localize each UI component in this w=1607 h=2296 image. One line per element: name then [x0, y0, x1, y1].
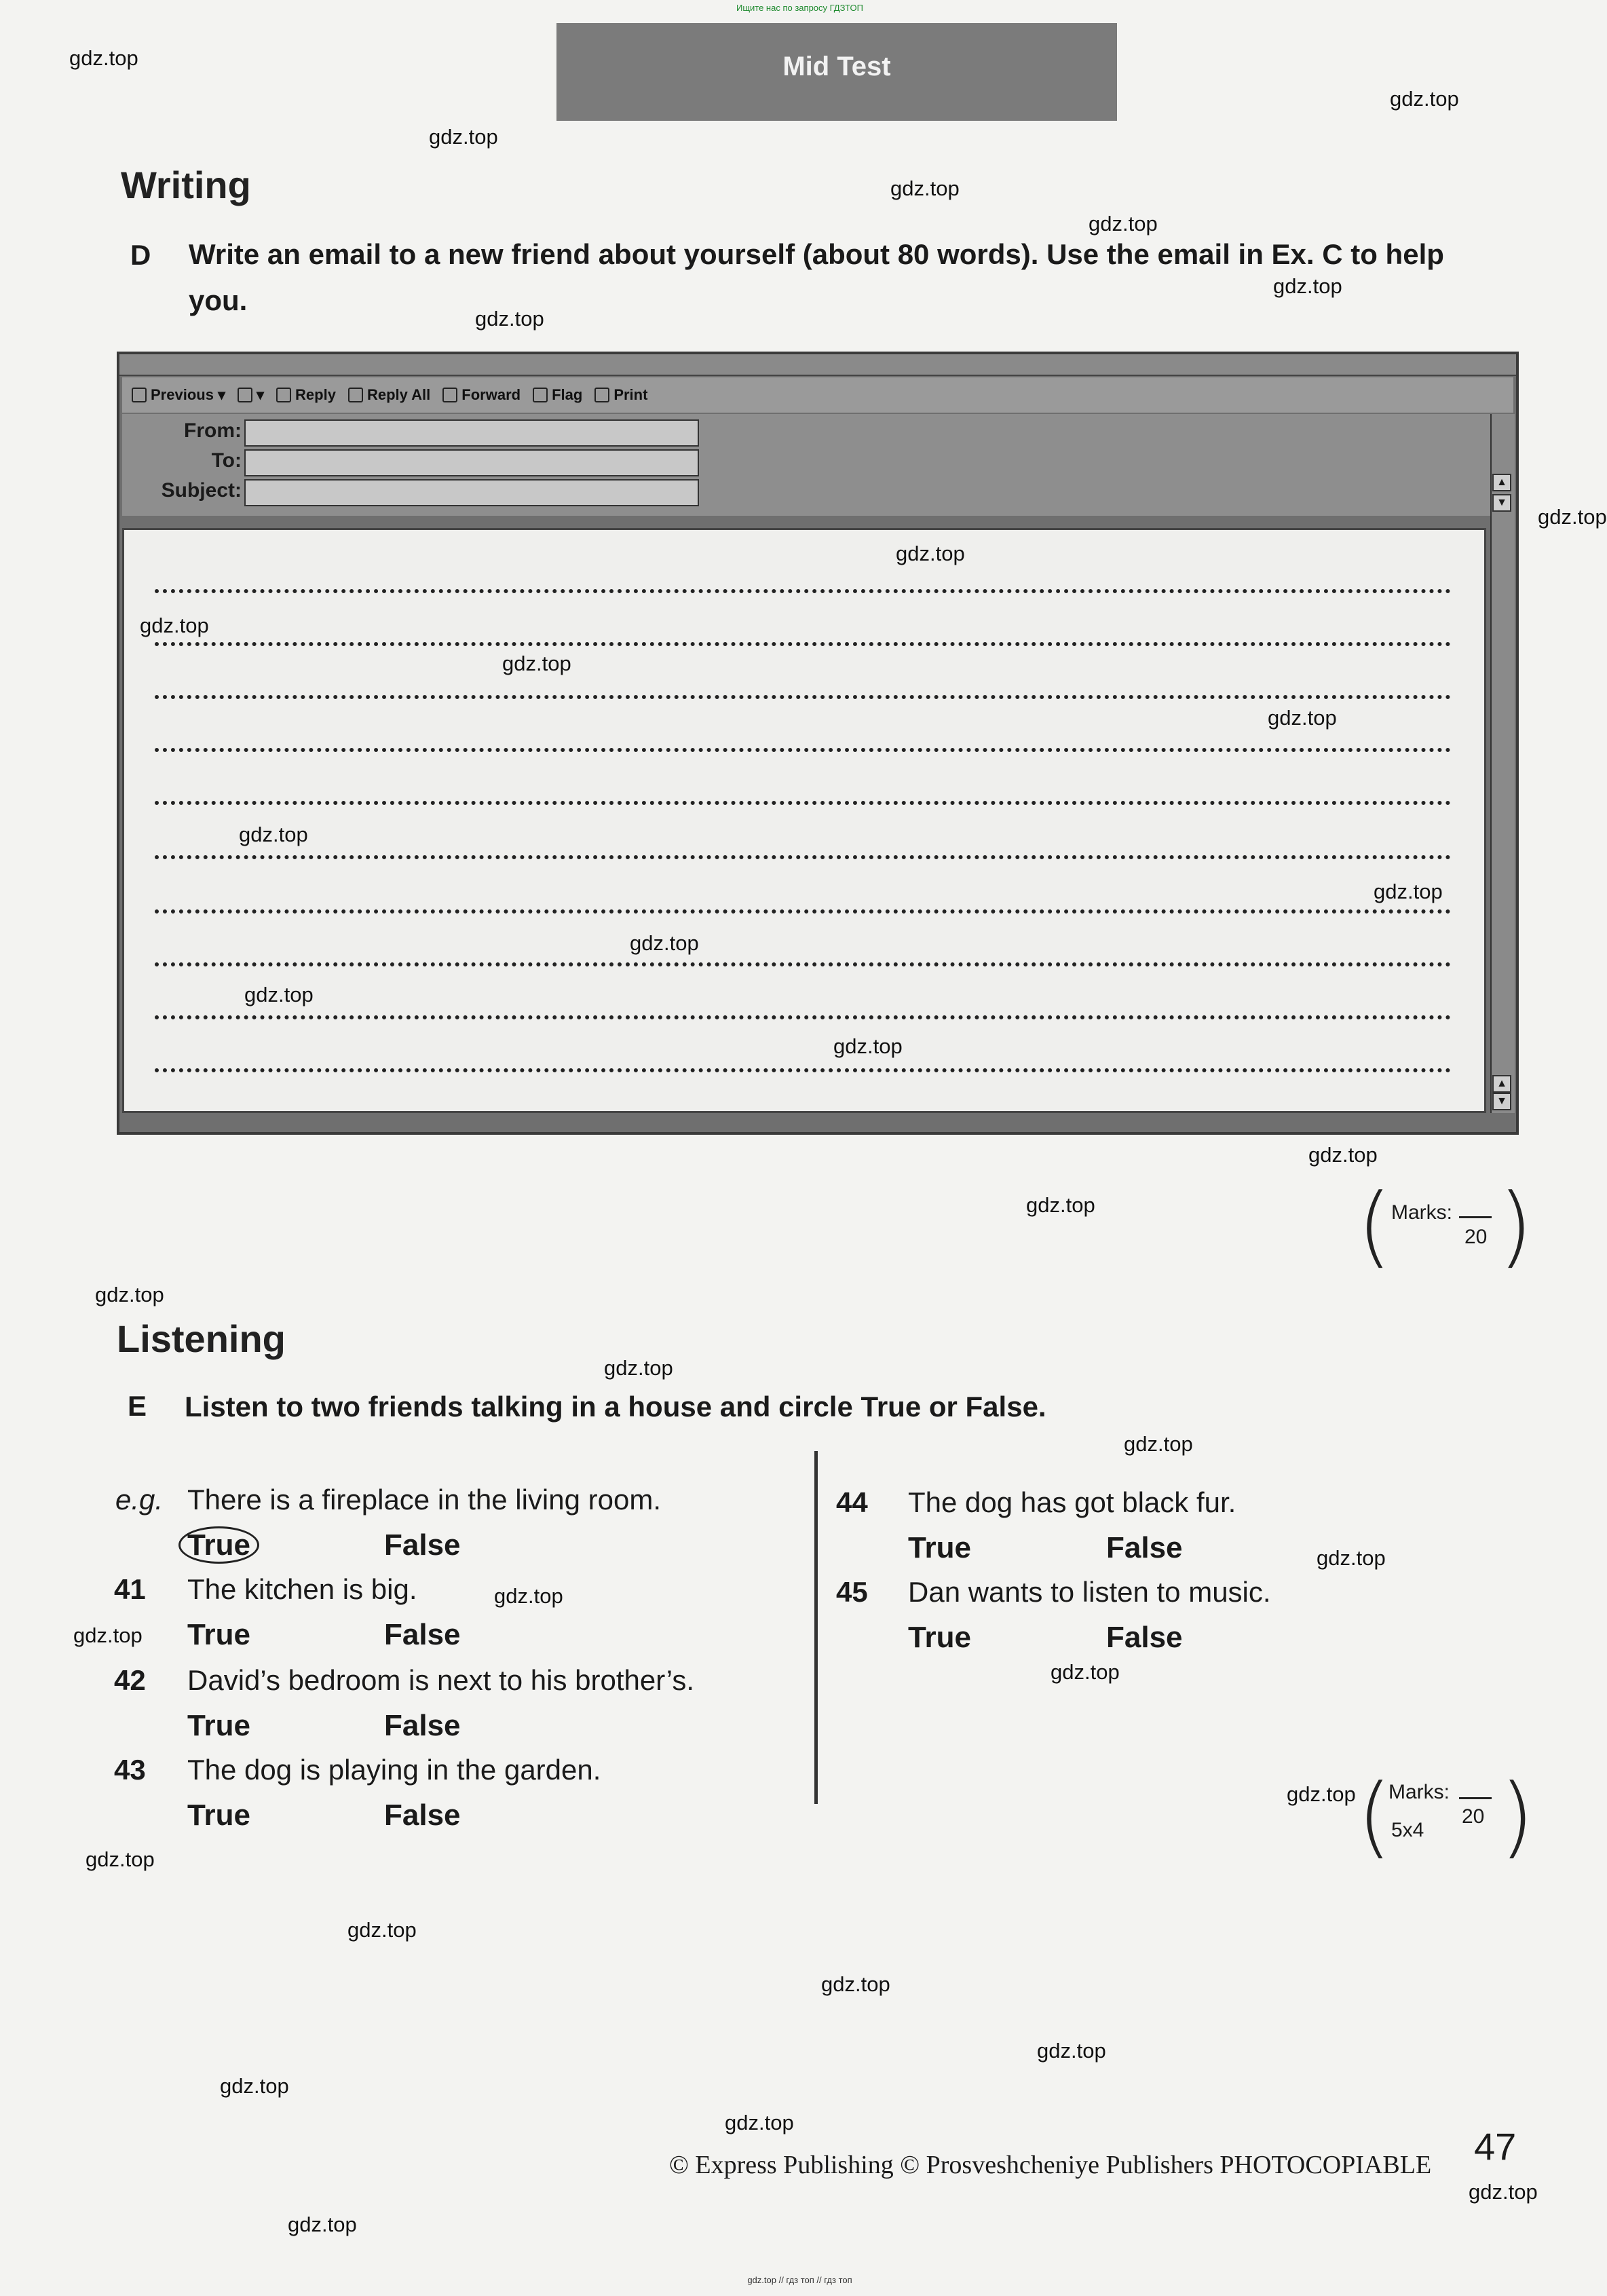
- task-d-line2: you.: [189, 284, 248, 316]
- example-num: e.g.: [115, 1484, 164, 1516]
- q43-false[interactable]: False: [384, 1799, 461, 1832]
- writing-line: [155, 695, 1451, 699]
- listening-marks-paren-right: ): [1500, 1765, 1534, 1868]
- writing-line: [155, 1068, 1451, 1072]
- q41-num: 41: [114, 1573, 146, 1605]
- watermark: gdz.top: [347, 1918, 417, 1942]
- q45-num: 45: [836, 1576, 868, 1608]
- writing-line: [155, 855, 1451, 859]
- watermark: gdz.top: [1273, 274, 1342, 298]
- watermark: gdz.top: [95, 1283, 164, 1306]
- task-e-text: Listen to two friends talking in a house and circle True or False.: [185, 1391, 1046, 1423]
- q42-false[interactable]: False: [384, 1709, 461, 1742]
- reply-icon: [276, 388, 291, 402]
- watermark: gdz.top: [502, 652, 571, 675]
- watermark: gdz.top: [604, 1356, 673, 1380]
- scroll-up-icon-bottom[interactable]: ▲: [1492, 1075, 1511, 1093]
- writing-line: [155, 801, 1451, 805]
- q41-true[interactable]: True: [187, 1618, 250, 1651]
- watermark: gdz.top: [220, 2074, 289, 2098]
- writing-line: [155, 909, 1451, 914]
- marks-paren-left: (: [1357, 1174, 1392, 1277]
- watermark: gdz.top: [1287, 1782, 1356, 1806]
- task-d-line1: Write an email to a new friend about yourself (about 80 words). Use the email in Ex. C to help: [189, 238, 1444, 270]
- watermark: gdz.top: [239, 823, 308, 846]
- watermark: gdz.top: [725, 2111, 794, 2134]
- from-field[interactable]: [244, 419, 699, 447]
- task-e-letter: E: [128, 1390, 147, 1422]
- previous-label: Previous: [151, 386, 214, 403]
- watermark: gdz.top: [140, 614, 209, 637]
- watermark: gdz.top: [1051, 1660, 1120, 1684]
- to-label: To:: [211, 449, 242, 472]
- listening-title: Listening: [117, 1317, 286, 1360]
- watermark: gdz.top: [1308, 1143, 1378, 1167]
- scroll-up-icon[interactable]: ▲: [1492, 474, 1511, 491]
- watermark: gdz.top: [429, 125, 498, 149]
- watermark: gdz.top: [73, 1623, 143, 1647]
- writing-title: Writing: [121, 164, 251, 206]
- watermark: gdz.top: [1390, 87, 1459, 111]
- next-icon: [238, 388, 252, 402]
- q45-text: Dan wants to listen to music.: [908, 1576, 1271, 1608]
- watermark: gdz.top: [288, 2213, 357, 2236]
- email-scrollbar[interactable]: [1490, 414, 1515, 1113]
- listening-marks-total: 20: [1462, 1805, 1485, 1828]
- task-d-letter: D: [130, 239, 151, 271]
- q44-false[interactable]: False: [1106, 1531, 1183, 1564]
- email-body[interactable]: [122, 528, 1486, 1113]
- writing-line: [155, 1015, 1451, 1019]
- watermark: gdz.top: [833, 1034, 903, 1058]
- column-divider: [814, 1451, 818, 1804]
- listening-marks-rule: [1459, 1797, 1492, 1799]
- watermark: gdz.top: [896, 542, 965, 565]
- listening-marks-multiplier: 5x4: [1391, 1819, 1424, 1841]
- forward-label: Forward: [461, 386, 521, 403]
- copyright-footer: © Express Publishing © Prosveshcheniye Publishers PHOTOCOPIABLE: [669, 2151, 1432, 2179]
- to-field[interactable]: [244, 449, 699, 476]
- marks-paren-right: ): [1498, 1174, 1533, 1277]
- q41-false[interactable]: False: [384, 1618, 461, 1651]
- top-banner: Ищите нас по запросу ГДЗТОП: [736, 3, 863, 13]
- watermark: gdz.top: [244, 983, 314, 1006]
- marks-rule: [1459, 1216, 1492, 1218]
- writing-line: [155, 748, 1451, 752]
- watermark: gdz.top: [1469, 2180, 1538, 2204]
- writing-line: [155, 642, 1451, 646]
- watermark: gdz.top: [69, 46, 138, 70]
- watermark: gdz.top: [1089, 212, 1158, 236]
- writing-line: [155, 589, 1451, 593]
- writing-marks-total: 20: [1464, 1226, 1488, 1248]
- bottom-banner: gdz.top // гдз топ // гдз топ: [747, 2275, 852, 2285]
- reply-all-label: Reply All: [366, 386, 431, 403]
- watermark: gdz.top: [86, 1847, 155, 1871]
- previous-button[interactable]: Previous ▾: [132, 386, 225, 404]
- q43-text: The dog is playing in the garden.: [187, 1754, 601, 1786]
- subject-label: Subject:: [161, 479, 242, 502]
- scroll-down-icon[interactable]: ▼: [1492, 494, 1511, 512]
- watermark: gdz.top: [475, 307, 544, 331]
- example-text: There is a fireplace in the living room.: [187, 1484, 661, 1516]
- watermark: gdz.top: [494, 1584, 563, 1608]
- reply-all-button[interactable]: [348, 386, 430, 404]
- reply-label: Reply: [295, 386, 336, 403]
- print-label: Print: [613, 386, 648, 403]
- watermark: gdz.top: [1538, 505, 1607, 529]
- reply-button[interactable]: [276, 386, 336, 404]
- watermark: gdz.top: [1124, 1432, 1193, 1456]
- watermark: gdz.top: [1037, 2039, 1106, 2063]
- page-header-title: Mid Test: [782, 52, 891, 81]
- q44-num: 44: [836, 1486, 868, 1518]
- watermark: gdz.top: [821, 1972, 890, 1996]
- flag-label: Flag: [552, 386, 583, 403]
- example-false[interactable]: False: [384, 1528, 461, 1562]
- flag-icon: [533, 388, 548, 402]
- q44-true[interactable]: True: [908, 1531, 971, 1564]
- writing-marks-label: Marks:: [1391, 1201, 1452, 1224]
- watermark: gdz.top: [1374, 880, 1443, 903]
- writing-line: [155, 962, 1451, 966]
- watermark: gdz.top: [1317, 1546, 1386, 1570]
- flag-button[interactable]: [533, 386, 582, 404]
- watermark: gdz.top: [630, 931, 699, 955]
- q45-false[interactable]: False: [1106, 1621, 1183, 1654]
- subject-field[interactable]: [244, 479, 699, 506]
- q42-num: 42: [114, 1664, 146, 1696]
- page-number: 47: [1474, 2125, 1517, 2168]
- scroll-down-icon-bottom[interactable]: ▼: [1492, 1093, 1511, 1110]
- forward-icon: [442, 388, 457, 402]
- example-answer: True: [178, 1526, 259, 1564]
- q43-num: 43: [114, 1754, 146, 1786]
- forward-button[interactable]: [442, 386, 521, 404]
- listening-marks-paren-left: (: [1357, 1765, 1392, 1868]
- q42-true[interactable]: True: [187, 1709, 250, 1742]
- reply-all-icon: [348, 388, 363, 402]
- q43-true[interactable]: True: [187, 1799, 250, 1832]
- watermark: gdz.top: [890, 176, 960, 200]
- print-button[interactable]: [594, 386, 647, 404]
- email-toolbar: [122, 377, 1513, 413]
- q45-true[interactable]: True: [908, 1621, 971, 1654]
- q42-text: David’s bedroom is next to his brother’s.: [187, 1664, 695, 1696]
- q44-text: The dog has got black fur.: [908, 1486, 1236, 1518]
- watermark: gdz.top: [1026, 1193, 1095, 1217]
- from-label: From:: [184, 419, 242, 442]
- listening-marks-label: Marks:: [1388, 1781, 1450, 1803]
- email-titlebar: [119, 354, 1516, 376]
- next-button[interactable]: ▾: [238, 386, 264, 404]
- print-icon: [594, 388, 609, 402]
- q41-text: The kitchen is big.: [187, 1573, 417, 1605]
- watermark: gdz.top: [1268, 706, 1337, 730]
- example-true[interactable]: [187, 1528, 259, 1562]
- previous-icon: [132, 388, 147, 402]
